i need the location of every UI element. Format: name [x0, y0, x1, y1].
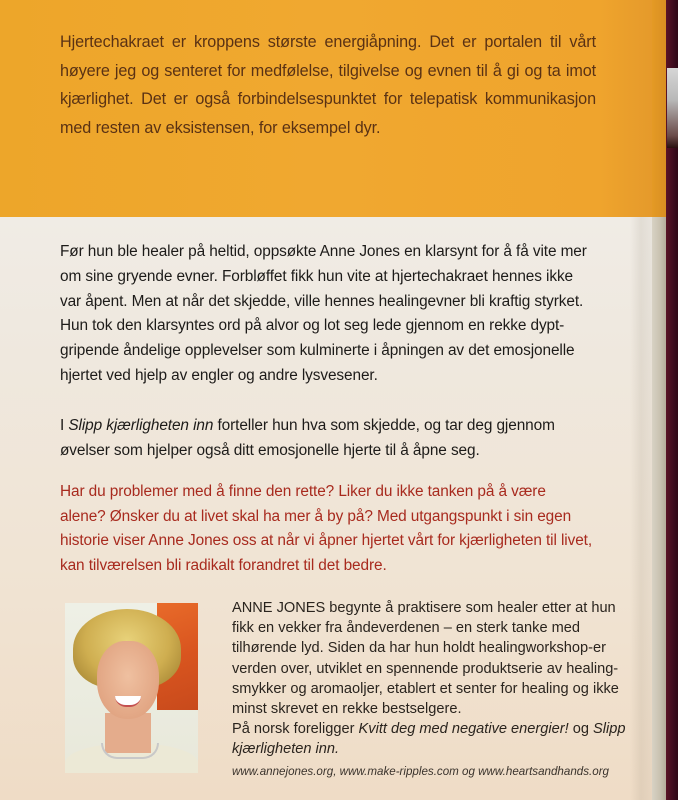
link-separator: ,	[333, 765, 340, 778]
story-p2-prefix: I	[60, 416, 69, 434]
cover-board-insert	[667, 68, 678, 148]
author-links	[232, 765, 652, 778]
link-heartsandhands[interactable]: www.heartsandhands.org	[478, 765, 610, 778]
page-edge-orange	[652, 0, 666, 217]
link-make-ripples[interactable]: www.make-ripples.com	[339, 765, 459, 778]
link-annejones[interactable]: www.annejones.org	[232, 765, 334, 778]
intro-text: Hjertechakraet er kroppens største energiåpning. Det er portalen til vårt høyere jeg og senteret for medfølelse, tilgivelse og evnen til å gi og ta imot kjærlighet. Det er også forbindelsespunktet for telepatisk kommunikasjon med resten av eksistensen, for eksempel dyr.	[60, 33, 596, 137]
link-separator: og	[458, 765, 479, 778]
story-paragraph-1: Før hun ble healer på heltid, oppsøkte Anne Jones en klarsynt for å få vite mer om sine gryende evner. Forbløffet fikk hun vite at hjertechakraet hennes ikke var åpent. Men at når det skjedde, ville hennes healingevner bli kraftig styrket. Hun tok den klarsyntes ord på alvor og lot seg lede gjennom en rekke dypt-gripende åndelige opplevelser som kulminerte i åpningen av det emosjonelle hjertet ved hjelp av engler og andre lysvesener.	[60, 243, 587, 384]
bio-main: ANNE JONES begynte å praktisere som healer etter at hun fikk en vekker fra åndeverdenen – en sterk tanke med tilhørende lyd. Siden da har hun holdt healingworkshop-er verden over, utviklet en spennende produktserie av healing-smykker og aromaoljer, etablert et senter for healing og ikke minst skrevet en rekke bestselgere.	[232, 600, 619, 718]
bio-books-prefix: På norsk foreligger	[232, 721, 359, 738]
intro-block	[60, 28, 596, 142]
pitch-text: Har du problemer med å finne den rette? Liker du ikke tanken på å være alene? Ønsker du at livet skal ha mer å by på? Med utgangspunkt i sin egen historie viser Anne Jones oss at når vi åpner hjertet vårt for kjærligheten til livet, kan tilværelsen bli radikalt forandret til det bedre.	[60, 483, 593, 574]
author-bio	[232, 598, 632, 760]
story-paragraph-2	[60, 414, 594, 464]
page-shadow	[630, 217, 652, 800]
bio-books	[232, 719, 632, 759]
book-title-2: Slipp kjærligheten inn.	[232, 721, 626, 758]
pitch-block	[60, 480, 594, 578]
author-photo	[65, 603, 198, 773]
book-title-italic: Slipp kjærligheten inn	[68, 416, 214, 434]
story-block	[60, 240, 594, 463]
bio-books-joiner: og	[568, 721, 594, 738]
book-title-1: Kvitt deg med negative energier!	[358, 721, 569, 738]
photo-face	[97, 641, 159, 719]
photo-necklace	[101, 743, 159, 759]
story-p2-rest: forteller hun hva som skjedde, og tar deg gjennom øvelser som hjelper også ditt emosjonelle hjerte til å åpne seg.	[60, 416, 555, 459]
